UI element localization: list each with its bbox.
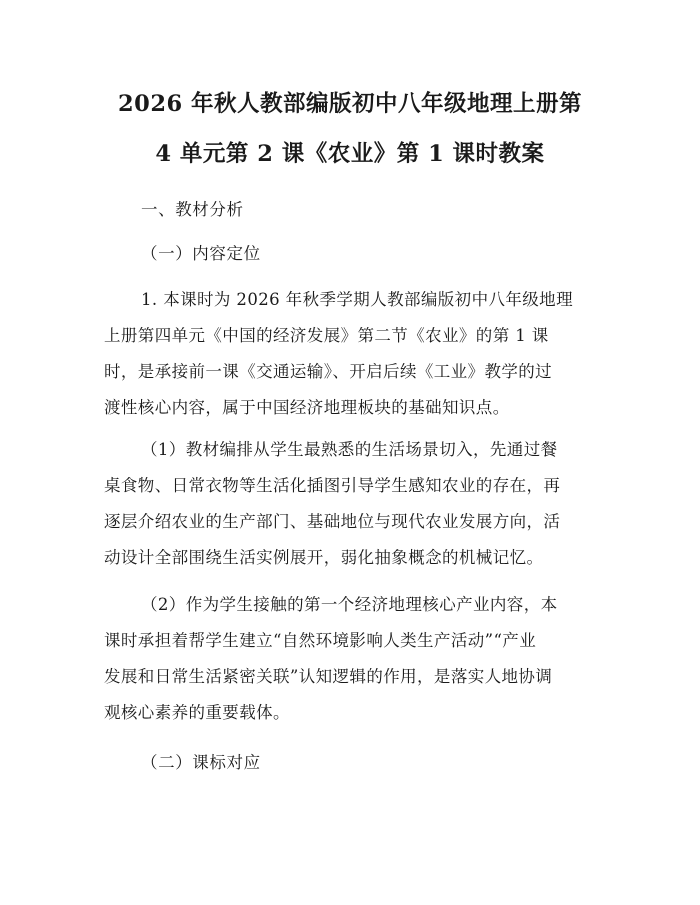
paragraph-1-line-1: 1. 本课时为 2026 年秋季学期人教部编版初中八年级地理 [141, 290, 573, 309]
paragraph-3-line-4: 观核心素养的重要载体。 [104, 703, 290, 722]
document-title-line-1: 2026 年秋人教部编版初中八年级地理上册第 [118, 91, 582, 117]
paragraph-3 [104, 587, 604, 731]
section-heading-textbook-analysis: 一、教材分析 [141, 200, 244, 219]
document-title-line-2: 4 单元第 2 课《农业》第 1 课时教案 [155, 141, 545, 167]
paragraph-3-line-1: （2）作为学生接触的第一个经济地理核心产业内容，本 [141, 595, 558, 614]
paragraph-2-line-2: 桌食物、日常衣物等生活化插图引导学生感知农业的存在，再 [104, 476, 561, 495]
paragraph-2-line-4: 动设计全部围绕生活实例展开，弱化抽象概念的机械记忆。 [104, 548, 544, 567]
paragraph-1-line-4: 渡性核心内容，属于中国经济地理板块的基础知识点。 [104, 398, 510, 417]
paragraph-1-line-3: 时，是承接前一课《交通运输》、开启后续《工业》教学的过 [104, 362, 553, 381]
subsection-heading-content-positioning: （一）内容定位 [141, 244, 261, 263]
paragraph-1 [104, 282, 604, 426]
paragraph-2 [104, 432, 604, 576]
paragraph-3-line-3: 发展和日常生活紧密关联”认知逻辑的作用，是落实人地协调 [104, 667, 553, 686]
paragraph-2-line-3: 逐层介绍农业的生产部门、基础地位与现代农业发展方向，活 [104, 512, 561, 531]
subsection-heading-curriculum-standards: （二）课标对应 [141, 753, 261, 772]
paragraph-2-line-1: （1）教材编排从学生最熟悉的生活场景切入，先通过餐 [141, 440, 558, 459]
paragraph-1-line-2: 上册第四单元《中国的经济发展》第二节《农业》的第 1 课 [104, 326, 549, 345]
paragraph-3-line-2: 课时承担着帮学生建立“自然环境影响人类生产活动”“产业 [104, 631, 537, 650]
